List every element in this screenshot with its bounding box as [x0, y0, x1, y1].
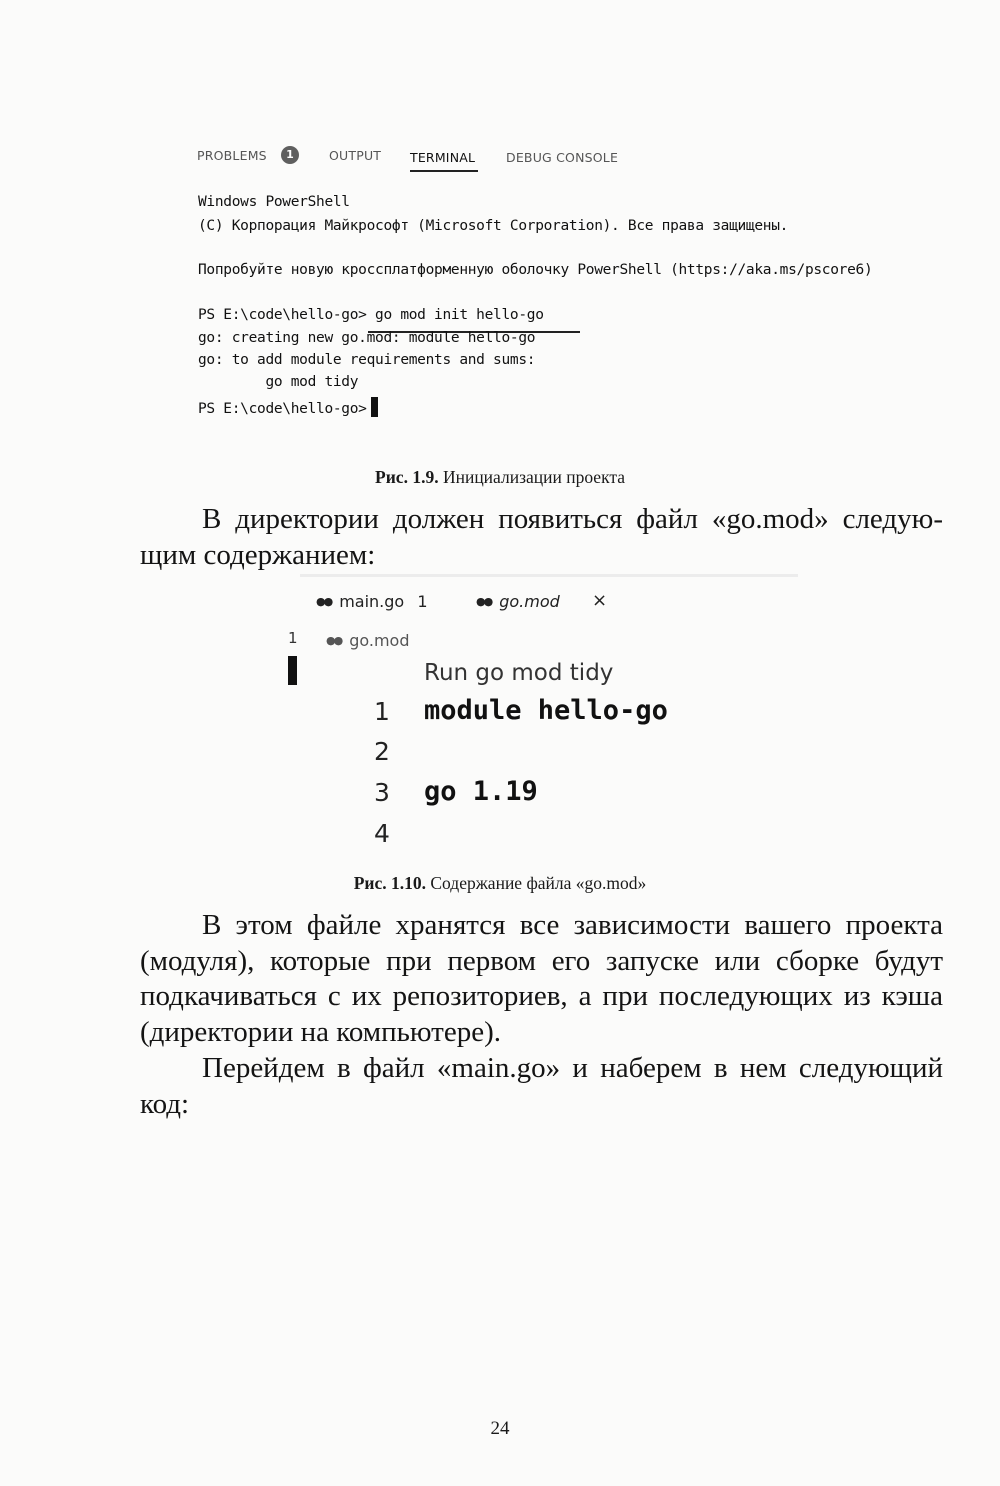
- tab-output[interactable]: OUTPUT: [329, 148, 382, 163]
- gutter-marker: 1: [288, 629, 298, 647]
- editor-tabbar-border: [300, 574, 798, 577]
- code-line[interactable]: go 1.19: [424, 776, 538, 807]
- figure-caption-1-9: [0, 467, 1000, 488]
- paragraph-line: щим содержанием:: [140, 538, 376, 571]
- terminal-line-copyright: (C) Корпорация Майкрософт (Microsoft Corporation). Все права защищены.: [198, 218, 789, 234]
- tab-terminal[interactable]: TERMINAL: [410, 150, 476, 165]
- terminal-line-hint: Попробуйте новую кроссплатформенную оболочку PowerShell (https://aka.ms/pscore6): [198, 262, 873, 278]
- paragraph-intro-gomod: [140, 502, 943, 573]
- prompt-text: PS E:\code\hello-go>: [198, 401, 367, 417]
- breadcrumb-file: go.mod: [349, 631, 410, 650]
- caption-text: Содержание файла «go.mod»: [430, 873, 647, 893]
- editor-cursor: [288, 656, 297, 685]
- paragraph-line: код:: [140, 1087, 190, 1120]
- paragraph-dependencies: [140, 908, 943, 1050]
- figure-caption-1-10: [0, 873, 1000, 894]
- page-number: 24: [490, 1418, 510, 1439]
- editor-tab-go-mod[interactable]: [476, 592, 560, 611]
- caption-label: Рис. 1.10.: [353, 873, 426, 893]
- terminal-line-output-2: go: to add module requirements and sums:: [198, 352, 536, 368]
- terminal-line-command: PS E:\code\hello-go> go mod init hello-go: [198, 307, 544, 323]
- active-tab-indicator: [410, 170, 478, 172]
- go-file-icon: ●●: [316, 595, 332, 608]
- go-file-icon: ●●: [476, 595, 492, 608]
- tab-problem-count: 1: [417, 592, 428, 611]
- terminal-cursor: [371, 397, 378, 417]
- editor-tab-main-go[interactable]: [316, 592, 428, 611]
- tab-label: main.go: [339, 592, 405, 611]
- problems-count-badge: 1: [281, 146, 299, 164]
- caption-text: Инициализации проекта: [442, 467, 625, 487]
- terminal-line-prompt[interactable]: [198, 397, 378, 417]
- tab-problems[interactable]: PROBLEMS: [197, 148, 267, 163]
- paragraph-line: В директории должен появиться файл «go.mod» следую-: [202, 503, 943, 535]
- terminal-line-output-3: go mod tidy: [198, 374, 359, 390]
- terminal-line-output-1: go: creating new go.mod: module hello-go: [198, 330, 536, 346]
- line-number: 1: [374, 697, 390, 726]
- close-tab-icon[interactable]: ×: [592, 590, 608, 611]
- paragraph-line: В этом файле хранятся все зависимости вашего проекта: [202, 909, 943, 941]
- line-number: 2: [374, 737, 390, 766]
- go-file-icon: ●●: [326, 634, 342, 647]
- paragraph-line: Перейдем в файл «main.go» и наберем в нем следующий: [202, 1052, 943, 1084]
- line-number: 4: [374, 819, 390, 848]
- paragraph-main-go: [140, 1051, 943, 1122]
- tab-debug-console[interactable]: DEBUG CONSOLE: [506, 150, 619, 165]
- caption-label: Рис. 1.9.: [375, 467, 439, 487]
- terminal-line-header: Windows PowerShell: [198, 194, 350, 210]
- paragraph-line: (модуля), которые при первом его запуске или сборке будут: [140, 944, 943, 977]
- line-number: 3: [374, 778, 390, 807]
- run-go-mod-tidy-codelens[interactable]: Run go mod tidy: [424, 660, 614, 686]
- paragraph-line: подкачиваться с их репозиториев, а при последующих из кэша: [140, 980, 943, 1012]
- tab-label: go.mod: [499, 592, 560, 611]
- paragraph-line: (директории на компьютере).: [140, 1015, 501, 1048]
- code-line[interactable]: module hello-go: [424, 695, 668, 726]
- breadcrumb[interactable]: [326, 631, 409, 650]
